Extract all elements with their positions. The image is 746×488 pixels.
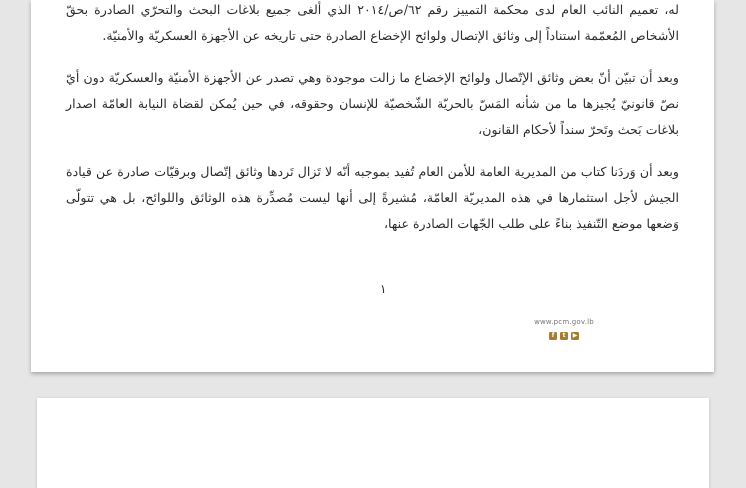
- next-page: [37, 398, 709, 488]
- social-icons: [529, 332, 599, 340]
- paragraph-1: له، تعميم النائب العام لدى محكمة التمييز رقم ٦٢/ص/٢٠١٤ الذي ألغى جميع بلاغات البحث والتحرّي الصادرة بحقّ الأشخاص المُعمّمة استناداً إلى وثائق الإتصال ولوائح الإخضاع الصادرة حتى تاريخه عن الأجهزة العسكريّة والأمنيّة.: [66, 2, 679, 43]
- page-footer: [529, 318, 599, 340]
- paragraph-2: وبعد أن تبيّن أنّ بعض وثائق الإتّصال ولوائح الإخضاع ما زالت موجودة وهي تصدر عن الأجهزة الأمنيّة والعسكريّة دون أيّ نصّ قانونيّ يُجيزها ما من شأنه المَسّ بالحريّة الشّخصيّة للإنسان وحقوقه، في حين يُمكن لقضاة النيابة العامّة اصدار بلاغات بَحث وتَحرّ سنداً لأحكام القانون،: [66, 70, 679, 137]
- youtube-icon[interactable]: ▶: [572, 332, 578, 339]
- facebook-icon[interactable]: f: [549, 332, 557, 340]
- document-body: [66, 0, 679, 237]
- page-number: ١: [380, 282, 387, 296]
- twitter-icon[interactable]: t: [560, 332, 568, 340]
- paragraph-3: وبعد أن وَردَنا كتاب من المديرية العامة للأمن العام تُفيد بموجبه أنّه لا تَزال تَردها وثائق إتّصال وبرقيّات صادرة عن قيادة الجيش لأجل استثمارها في هذه المديريّة العامّة، مُشيرةً إلى أنها ليست مُصدِّرة هذه الوثائق واللوائح، بل هي تتولّى وَضعها موضع التّنفيذ بناءً على طلب الجّهات الصادرة عنها،: [66, 164, 679, 231]
- document-page: [31, 0, 714, 372]
- website-url[interactable]: www.pcm.gov.lb: [534, 318, 594, 326]
